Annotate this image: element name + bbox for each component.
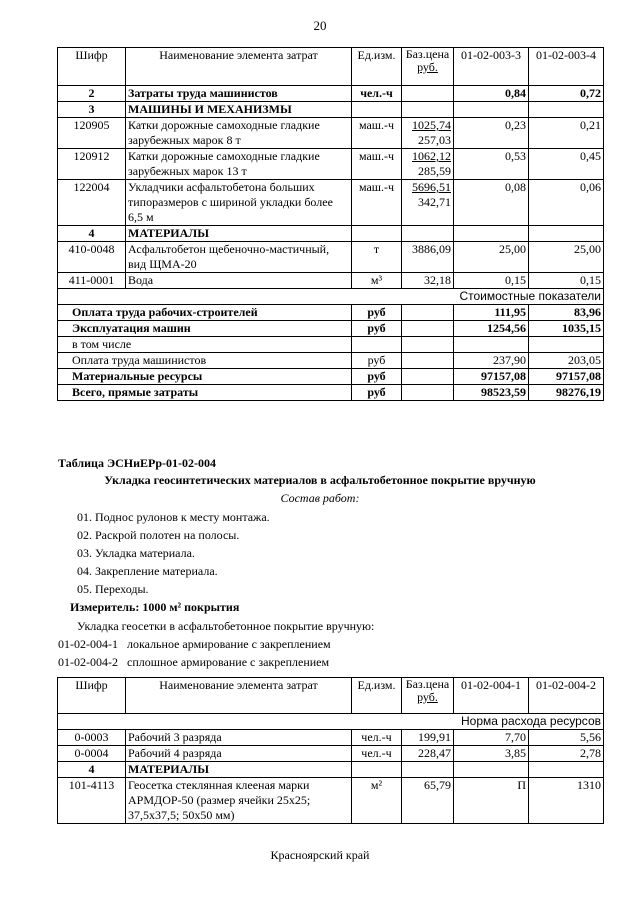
cost-unit: руб (352, 305, 402, 321)
resource-table-1 (57, 47, 604, 401)
table-row (58, 778, 604, 824)
cell-value-2: 0,06 (529, 180, 604, 226)
cell-unit (352, 226, 402, 242)
cell-name (126, 86, 352, 102)
header-name: Наименование элемента затрат (126, 678, 352, 714)
cell-unit (352, 762, 402, 778)
footer-region: Красноярский край (270, 848, 370, 862)
name-line: Катки дорожные самоходные гладкие (128, 118, 320, 132)
section-label-row (58, 289, 604, 305)
section-label: Норма расхода ресурсов (58, 714, 604, 730)
header-code: Шифр (58, 678, 126, 714)
table-row (58, 149, 604, 180)
table-heading: Укладка геосинтетических материалов в асфальтобетонное покрытие вручную (104, 473, 536, 487)
cell-name (126, 730, 352, 746)
name-line: 6,5 м (128, 210, 154, 224)
table-row (58, 226, 604, 242)
price-total: 32,18 (424, 273, 451, 287)
cost-row (58, 353, 604, 369)
table-title: Таблица ЭСНиЕРр-01-02-004 (58, 456, 217, 470)
works-title: Состав работ: (280, 491, 360, 505)
cell-value-1: 0,23 (454, 118, 529, 149)
cost-unit: руб (352, 385, 402, 401)
cell-value-2: 0,15 (529, 273, 604, 289)
header-unit: Ед.изм. (352, 48, 402, 86)
cell-code: 4 (58, 226, 126, 242)
cost-unit (352, 337, 402, 353)
header-variant-2: 01-02-004-2 (529, 678, 604, 714)
price-total: 5696,51 (412, 180, 451, 194)
name-line: типоразмеров с шириной укладки более (128, 195, 333, 209)
cell-value-1: 0,15 (454, 273, 529, 289)
cell-name (126, 273, 352, 289)
cell-price: 228,47 (402, 746, 454, 762)
cost-value-2: 1035,15 (529, 321, 604, 337)
cell-name (126, 746, 352, 762)
cell-unit: чел.-ч (352, 86, 402, 102)
cell-code: 120912 (58, 149, 126, 180)
cell-name (126, 149, 352, 180)
cell-name (126, 102, 352, 118)
table-header (58, 678, 604, 714)
cost-row (58, 305, 604, 321)
cell-value-1: 3,85 (454, 746, 529, 762)
section-label-row (58, 714, 604, 730)
variant-code: 01-02-004-2 (58, 655, 118, 669)
cost-row (58, 337, 604, 353)
name-line: Рабочий 3 разряда (128, 730, 222, 744)
cell-code: 3 (58, 102, 126, 118)
variant-text: сплошное армирование с закреплением (127, 655, 330, 669)
cell-value-1: 7,70 (454, 730, 529, 746)
cell-value-1: 0,08 (454, 180, 529, 226)
cell-unit: маш.-ч (352, 180, 402, 226)
cost-name: в том числе (58, 337, 352, 353)
cell-value-2: 0,45 (529, 149, 604, 180)
cost-row (58, 385, 604, 401)
cost-unit: руб (352, 369, 402, 385)
cell-code: 4 (58, 762, 126, 778)
header-price-unit: руб. (417, 690, 438, 704)
name-line: МАТЕРИАЛЫ (128, 226, 209, 240)
cell-unit (352, 102, 402, 118)
cost-empty (402, 353, 454, 369)
cell-value-1 (454, 226, 529, 242)
table-row (58, 86, 604, 102)
header-price-unit: руб. (417, 60, 438, 74)
cell-unit: маш.-ч (352, 149, 402, 180)
cost-name: Оплата труда рабочих-строителей (58, 305, 352, 321)
header-price (402, 48, 454, 86)
cost-value-2: 97157,08 (529, 369, 604, 385)
cost-row (58, 321, 604, 337)
name-line: АРМДОР-50 (размер ячейки 25х25; (128, 793, 311, 807)
cell-price: 199,91 (402, 730, 454, 746)
cell-price (402, 242, 454, 273)
cost-value-2: 98276,19 (529, 385, 604, 401)
work-item: 05. Переходы. (77, 582, 149, 596)
work-item: 02. Раскрой полотен на полосы. (77, 528, 240, 542)
cost-value-1 (454, 337, 529, 353)
price-total: 1025,74 (412, 118, 451, 132)
cell-unit: чел.-ч (352, 730, 402, 746)
cell-price (402, 273, 454, 289)
price-salary: 342,71 (418, 195, 451, 209)
work-item: 03. Укладка материала. (77, 546, 195, 560)
cell-value-2: 1310 (529, 778, 604, 824)
name-line: МАТЕРИАЛЫ (128, 762, 209, 776)
cell-value-2: 0,72 (529, 86, 604, 102)
table-row (58, 273, 604, 289)
cell-value-1 (454, 762, 529, 778)
table-header (58, 48, 604, 86)
cell-code: 120905 (58, 118, 126, 149)
section-label: Стоимостные показатели (58, 289, 604, 305)
variant-code: 01-02-004-1 (58, 637, 118, 651)
cell-code: 0-0004 (58, 746, 126, 762)
cost-empty (402, 385, 454, 401)
cell-price (402, 180, 454, 226)
cell-name (126, 180, 352, 226)
name-line: вид ЩМА-20 (128, 257, 197, 271)
work-item: 04. Закрепление материала. (77, 564, 218, 578)
cost-value-1: 111,95 (454, 305, 529, 321)
header-price (402, 678, 454, 714)
variant-text: локальное армирование с закреплением (127, 637, 331, 651)
cost-name: Материальные ресурсы (58, 369, 352, 385)
name-line: Укладчики асфальтобетона больших (128, 180, 315, 194)
cost-row (58, 369, 604, 385)
cell-name (126, 118, 352, 149)
cell-unit: м³ (352, 273, 402, 289)
cell-value-1 (454, 102, 529, 118)
header-price-label: Баз.цена (405, 47, 450, 61)
cell-price (402, 226, 454, 242)
cost-empty (402, 337, 454, 353)
resource-table-2 (57, 677, 604, 824)
name-line: зарубежных марок 13 т (128, 164, 247, 178)
price-total: 3886,09 (412, 242, 451, 256)
cell-unit: чел.-ч (352, 746, 402, 762)
cell-price: 65,79 (402, 778, 454, 824)
cell-value-2: 0,21 (529, 118, 604, 149)
cell-code: 101-4113 (58, 778, 126, 824)
cell-name (126, 226, 352, 242)
cell-code: 0-0003 (58, 730, 126, 746)
name-line: Геосетка стеклянная клееная марки (128, 778, 310, 792)
cell-price (402, 86, 454, 102)
cell-price (402, 762, 454, 778)
intro-text: Укладка геосетки в асфальтобетонное покрытие вручную: (77, 619, 375, 633)
table-row (58, 118, 604, 149)
cost-unit: руб (352, 321, 402, 337)
cell-price (402, 118, 454, 149)
cost-value-2: 203,05 (529, 353, 604, 369)
name-line: Затраты труда машинистов (128, 86, 278, 100)
cost-name: Оплата труда машинистов (58, 353, 352, 369)
name-line: зарубежных марок 8 т (128, 133, 241, 147)
cell-name (126, 778, 352, 824)
cell-unit: маш.-ч (352, 118, 402, 149)
table-row (58, 762, 604, 778)
price-salary: 257,03 (418, 133, 451, 147)
table-row (58, 730, 604, 746)
cell-name (126, 242, 352, 273)
cell-code: 411-0001 (58, 273, 126, 289)
cell-unit: м² (352, 778, 402, 824)
header-price-label: Баз.цена (405, 677, 450, 691)
name-line: Рабочий 4 разряда (128, 746, 222, 760)
name-line: МАШИНЫ И МЕХАНИЗМЫ (128, 102, 292, 116)
header-code: Шифр (58, 48, 126, 86)
cost-value-1: 1254,56 (454, 321, 529, 337)
cost-value-1: 237,90 (454, 353, 529, 369)
cell-name (126, 762, 352, 778)
variant-line (58, 637, 331, 652)
header-variant-1: 01-02-004-1 (454, 678, 529, 714)
price-total: 1062,12 (412, 149, 451, 163)
page-number: 20 (313, 18, 327, 33)
cell-price (402, 102, 454, 118)
cell-code: 122004 (58, 180, 126, 226)
cell-code: 2 (58, 86, 126, 102)
meter: Измеритель: 1000 м² покрытия (70, 600, 240, 614)
cost-name: Эксплуатация машин (58, 321, 352, 337)
cell-code: 410-0048 (58, 242, 126, 273)
name-line: 37,5х37,5; 50х50 мм) (128, 808, 235, 822)
cell-unit: т (352, 242, 402, 273)
cell-value-2 (529, 102, 604, 118)
cell-value-1: П (454, 778, 529, 824)
cell-value-2 (529, 226, 604, 242)
header-variant-2: 01-02-003-4 (529, 48, 604, 86)
cell-value-2: 25,00 (529, 242, 604, 273)
cell-value-2: 2,78 (529, 746, 604, 762)
cell-value-2 (529, 762, 604, 778)
header-name: Наименование элемента затрат (126, 48, 352, 86)
cell-value-2: 5,56 (529, 730, 604, 746)
cost-value-2: 83,96 (529, 305, 604, 321)
work-item: 01. Поднос рулонов к месту монтажа. (77, 510, 270, 524)
header-unit: Ед.изм. (352, 678, 402, 714)
cell-price (402, 149, 454, 180)
cell-value-1: 0,84 (454, 86, 529, 102)
table-row (58, 746, 604, 762)
cost-empty (402, 369, 454, 385)
price-salary: 285,59 (418, 164, 451, 178)
table-row (58, 180, 604, 226)
cost-value-1: 97157,08 (454, 369, 529, 385)
table-row (58, 102, 604, 118)
cell-value-1: 25,00 (454, 242, 529, 273)
cost-value-2 (529, 337, 604, 353)
cost-empty (402, 305, 454, 321)
cost-unit: руб (352, 353, 402, 369)
table-row (58, 242, 604, 273)
name-line: Вода (128, 273, 154, 287)
variant-line (58, 655, 329, 670)
cost-empty (402, 321, 454, 337)
cell-value-1: 0,53 (454, 149, 529, 180)
name-line: Катки дорожные самоходные гладкие (128, 149, 320, 163)
cost-name: Всего, прямые затраты (58, 385, 352, 401)
name-line: Асфальтобетон щебеночно-мастичный, (128, 242, 330, 256)
cost-value-1: 98523,59 (454, 385, 529, 401)
header-variant-1: 01-02-003-3 (454, 48, 529, 86)
